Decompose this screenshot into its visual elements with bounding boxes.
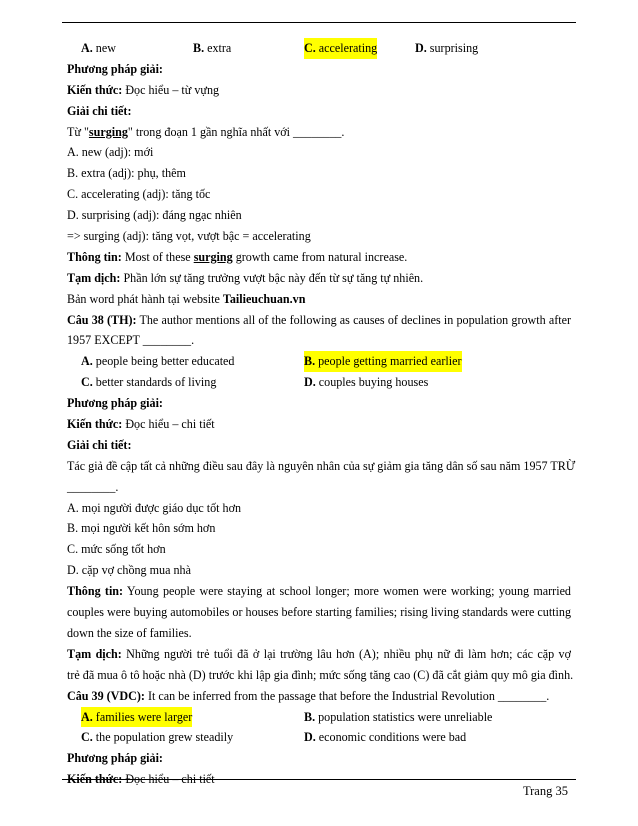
- q39-options-row2: [67, 727, 571, 748]
- q38-question-line2: 1957 EXCEPT ________.: [67, 333, 195, 348]
- q38-options-row2: [67, 372, 571, 393]
- q37-option-d: D. surprising: [415, 41, 479, 55]
- q38-translation-line1: Tạm dịch: Những người trẻ tuổi đã ở lại trường lâu hơn (A); nhiều phụ nữ đi làm hơn; các cặp vợ: [67, 646, 571, 661]
- q38-option-b-correct: B. people getting married earlier: [304, 351, 462, 372]
- q38-translation-line2: trẻ đã mua ô tô hoặc nhà (D) trước khi lập gia đình; mức sống tăng cao (C) đã cắt giảm quy mô gia đình.: [67, 667, 574, 682]
- document-body: [67, 38, 576, 790]
- q38-explain-d: D. cặp vợ chồng mua nhà: [67, 563, 191, 578]
- q38-option-d: D. couples buying houses: [304, 375, 429, 390]
- q38-explain-a: A. mọi người được giáo dục tốt hơn: [67, 500, 242, 515]
- q37-explain-c: C. accelerating (adj): tăng tốc: [67, 187, 211, 202]
- q38-option-a: A. people being better educated: [81, 354, 235, 369]
- q38-detail-line1: Tác giả đề cập tất cả những điều sau đây là nguyên nhân của sự giảm gia tăng dân số sau năm 1957 TRỪ: [67, 458, 576, 473]
- q38-knowledge: Kiến thức: Đọc hiểu – chi tiết: [67, 417, 215, 432]
- q39-option-a-correct: A. families were larger: [81, 707, 192, 728]
- q37-method-heading: Phương pháp giải:: [67, 61, 163, 76]
- page-number: Trang 35: [522, 784, 568, 798]
- q38-detail-line2: ________.: [67, 479, 119, 494]
- q39-option-b: B. population statistics were unreliable: [304, 709, 493, 724]
- promo-site-link: Tailieuchuan.vn: [222, 291, 306, 306]
- q39-option-d: D. economic conditions were bad: [304, 730, 467, 745]
- q37-conclusion: => surging (adj): tăng vọt, vượt bậc = accelerating: [67, 229, 311, 244]
- footer-rule: [62, 779, 576, 780]
- q37-option-c-correct: C. accelerating: [304, 38, 377, 59]
- q37-option-b: B. extra: [193, 41, 232, 55]
- q37-detail-heading: Giải chi tiết:: [67, 103, 132, 118]
- q38-info-line3: down the size of families.: [67, 625, 192, 640]
- q38-info-line2: couples were buying automobiles or houses before starting families; rising living standards were cutting: [67, 605, 571, 620]
- q38-option-c: C. better standards of living: [81, 375, 217, 390]
- promo-line: Bản word phát hành tại website Tailieuchuan.vn: [67, 291, 306, 306]
- q38-info-line1: Thông tin: Young people were staying at school longer; more women were working; young married: [67, 584, 571, 599]
- q37-translation: Tạm dịch: Phần lớn sự tăng trưởng vượt bậc này đến từ sự tăng tự nhiên.: [67, 270, 424, 285]
- q39-option-c: C. the population grew steadily: [81, 730, 234, 745]
- q38-method-heading: Phương pháp giải:: [67, 396, 163, 411]
- q37-explain-d: D. surprising (adj): đáng ngạc nhiên: [67, 208, 242, 223]
- q39-knowledge: Kiến thức: Đọc hiểu – chi tiết: [67, 772, 215, 787]
- q37-explain-a: A. new (adj): mới: [67, 145, 154, 160]
- q38-question-line1: Câu 38 (TH): The author mentions all of the following as causes of declines in population growth after: [67, 312, 571, 327]
- q39-method-heading: Phương pháp giải:: [67, 751, 163, 766]
- q37-info: Thông tin: Most of these surging growth came from natural increase.: [67, 249, 408, 264]
- q38-options-row1: [67, 351, 571, 372]
- q38-explain-c: C. mức sống tốt hơn: [67, 542, 166, 557]
- q37-option-a: A. new: [81, 41, 116, 55]
- q38-explain-b: B. mọi người kết hôn sớm hơn: [67, 521, 216, 536]
- q37-options: [67, 38, 571, 59]
- q37-explain-b: B. extra (adj): phụ, thêm: [67, 166, 186, 181]
- q37-knowledge: Kiến thức: Đọc hiểu – từ vựng: [67, 82, 220, 97]
- q39-options-row1: [67, 707, 571, 728]
- q38-detail-heading: Giải chi tiết:: [67, 437, 132, 452]
- q39-question: Câu 39 (VDC): It can be inferred from the passage that before the Industrial Revolution ________.: [67, 688, 550, 703]
- q37-stem: Từ "surging" trong đoạn 1 gần nghĩa nhất với ________.: [67, 124, 345, 139]
- header-rule: [62, 22, 576, 23]
